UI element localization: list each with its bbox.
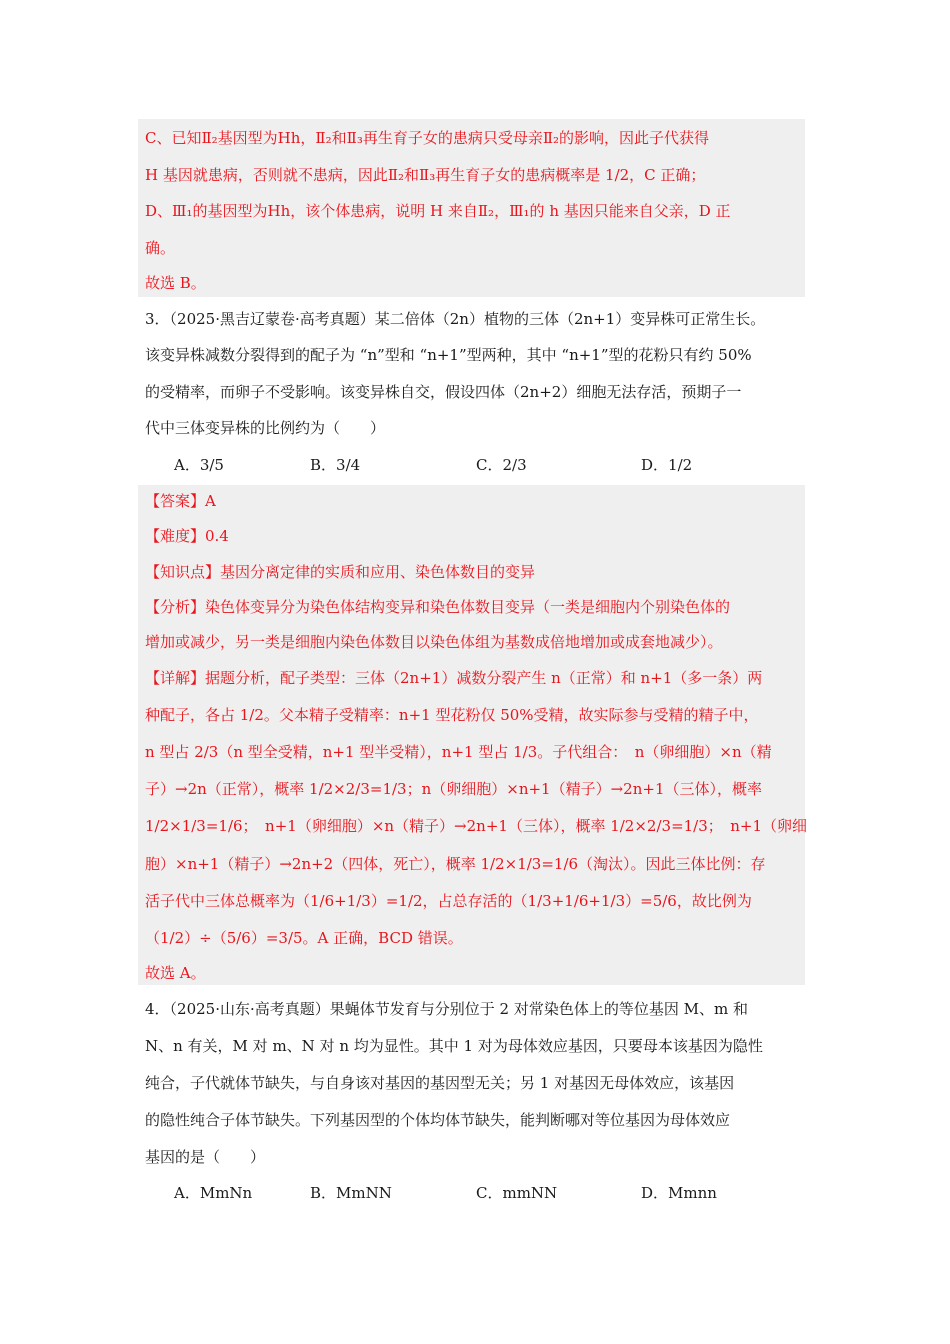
explanation-line: C、已知Ⅱ₂基因型为Hh，Ⅱ₂和Ⅱ₃再生育子女的患病只受母亲Ⅱ₂的影响，因此子代获得 <box>145 129 710 147</box>
detail-line: 种配子，各占 1/2。父本精子受精率：n+1 型花粉仅 50%受精，故实际参与受精的精子中， <box>145 706 759 724</box>
question-4-line: 4．（2025·山东·高考真题）果蝇体节发育与分别位于 2 对常染色体上的等位基因 M、m 和 <box>145 1000 748 1018</box>
analysis-line: 增加或减少，另一类是细胞内染色体数目以染色体组为基数成倍地增加或成套地减少）。 <box>145 633 723 651</box>
question-4-line: 纯合，子代就体节缺失，与自身该对基因的基因型无关；另 1 对基因无母体效应，该基因 <box>145 1074 735 1092</box>
explanation-line: D、Ⅲ₁的基因型为Hh，该个体患病，说明 H 来自Ⅱ₂，Ⅲ₁的 h 基因只能来自父亲，D 正 <box>145 202 731 220</box>
question-3-line: 该变异株减数分裂得到的配子为 “n”型和 “n+1”型两种，其中 “n+1”型的花粉只有约 50% <box>145 346 752 364</box>
q4-option-d: D．Mmnn <box>641 1184 717 1202</box>
question-3-line: 3．（2025·黑吉辽蒙卷·高考真题）某二倍体（2n）植物的三体（2n+1）变异株可正常生长。 <box>145 310 766 328</box>
q3-option-c: C．2/3 <box>476 456 527 474</box>
detail-line: 子）→2n（正常），概率 1/2×2/3=1/3；n（卵细胞）×n+1（精子）→2n+1（三体），概率 <box>145 780 762 798</box>
q3-option-b: B．3/4 <box>310 456 361 474</box>
question-4-line: 的隐性纯合子体节缺失。下列基因型的个体均体节缺失，能判断哪对等位基因为母体效应 <box>145 1111 731 1129</box>
q4-option-a: A．MmNn <box>174 1184 253 1202</box>
question-4-line: N、n 有关，M 对 m、N 对 n 均为显性。其中 1 对为母体效应基因，只要母本该基因为隐性 <box>145 1037 763 1055</box>
difficulty-line: 【难度】0.4 <box>145 527 229 545</box>
detail-line: 1/2×1/3=1/6； n+1（卵细胞）×n（精子）→2n+1（三体），概率 1/2×2/3=1/3； n+1（卵细 <box>145 817 808 835</box>
q4-option-b: B．MmNN <box>310 1184 392 1202</box>
q3-option-a: A．3/5 <box>174 456 224 474</box>
question-3-line: 代中三体变异株的比例约为（ ） <box>145 419 386 437</box>
explanation-line: H 基因就患病，否则就不患病，因此Ⅱ₂和Ⅱ₃再生育子女的患病概率是 1/2，C 正确； <box>145 166 706 184</box>
answer-line: 【答案】A <box>145 492 216 510</box>
detail-line: n 型占 2/3（n 型全受精，n+1 型半受精），n+1 型占 1/3。子代组合： n（卵细胞）×n（精 <box>145 743 772 761</box>
knowledge-line: 【知识点】基因分离定律的实质和应用、染色体数目的变异 <box>145 563 536 581</box>
question-3-line: 的受精率，而卵子不受影响。该变异株自交，假设四体（2n+2）细胞无法存活，预期子一 <box>145 383 742 401</box>
q4-option-c: C．mmNN <box>476 1184 558 1202</box>
explanation-line: 确。 <box>145 239 176 257</box>
detail-line: 活子代中三体总概率为（1/6+1/3）=1/2，占总存活的（1/3+1/6+1/3）=5/6，故比例为 <box>145 892 752 910</box>
detail-line: 【详解】据题分析，配子类型：三体（2n+1）减数分裂产生 n（正常）和 n+1（多一条）两 <box>145 669 763 687</box>
detail-line: （1/2）÷（5/6）=3/5。A 正确，BCD 错误。 <box>145 929 463 947</box>
analysis-line: 【分析】染色体变异分为染色体结构变异和染色体数目变异（一类是细胞内个别染色体的 <box>145 598 731 616</box>
question-4-line: 基因的是（ ） <box>145 1148 266 1166</box>
conclusion-line: 故选 B。 <box>145 274 206 292</box>
conclusion-line: 故选 A。 <box>145 964 206 982</box>
detail-line: 胞）×n+1（精子）→2n+2（四体，死亡），概率 1/2×1/3=1/6（淘汰）。因此三体比例：存 <box>145 855 766 873</box>
q3-option-d: D．1/2 <box>641 456 693 474</box>
